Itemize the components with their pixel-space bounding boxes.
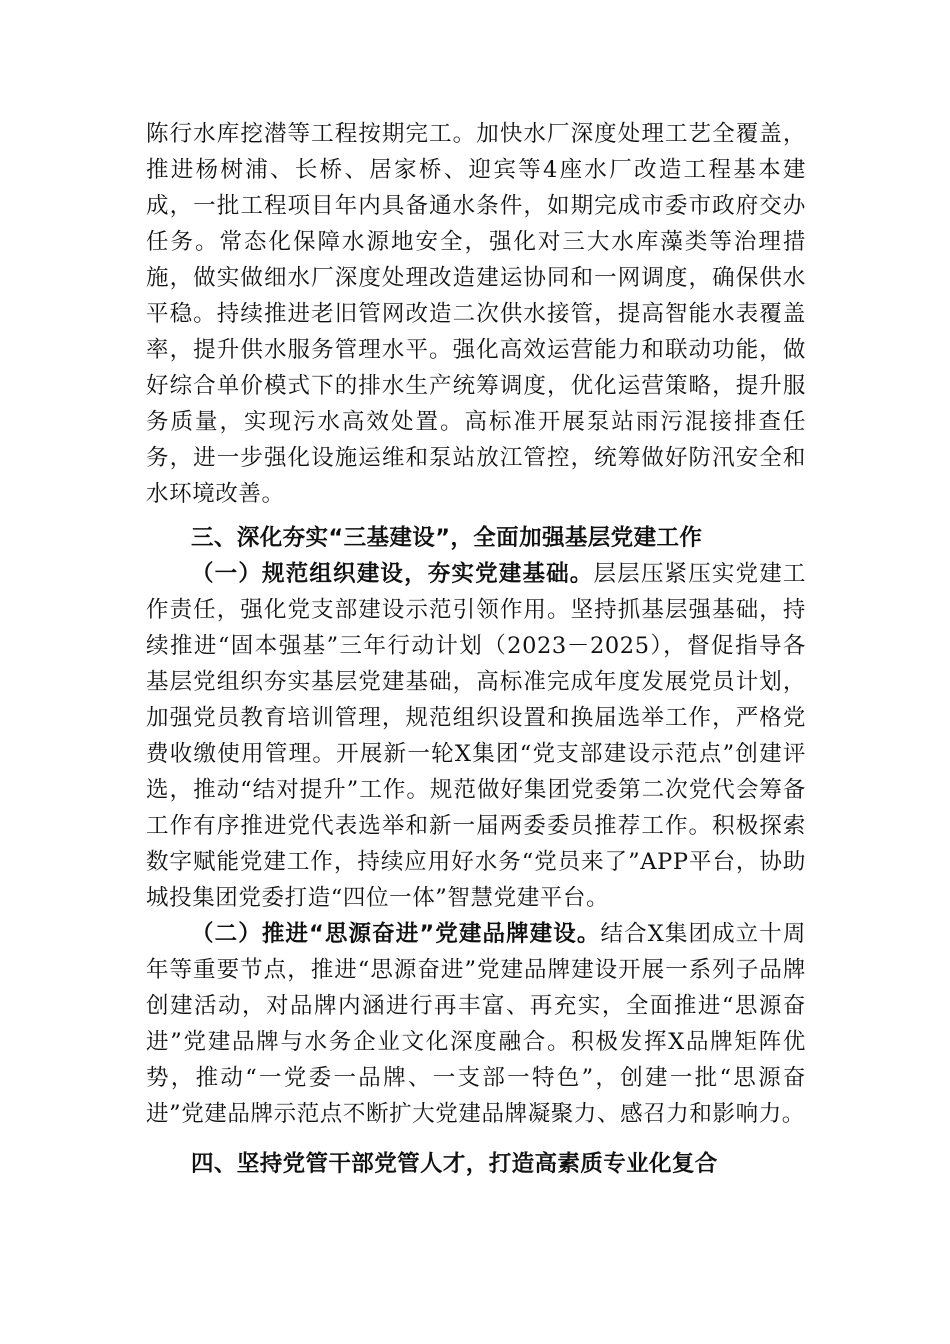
document-page: [146, 116, 806, 1182]
paragraph-party-brand: [146, 916, 806, 1132]
section-heading-three: 三、深化夯实“三基建设”，全面加强基层党建工作: [191, 525, 703, 551]
section-heading-four: 四、坚持党管干部党管人才，打造高素质专业化复合: [191, 1151, 718, 1177]
subsection-title-one: （一）规范组织建设，夯实党建基础。: [191, 561, 594, 587]
subsection-title-two: （二）推进“思源奋进”党建品牌建设。: [191, 921, 601, 947]
paragraph-water-engineering: 陈行水库挖潜等工程按期完工。加快水厂深度处理工艺全覆盖，推进杨树浦、长桥、居家桥、迎宾等4座水厂改造工程基本建成，一批工程项目年内具备通水条件，如期完成市委市政府交办任务。常态化保障水源地安全，强化对三大水库藻类等治理措施，做实做细水厂深度处理改造建运协同和一网调度，确保供水平稳。持续推进老旧管网改造二次供水接管，提高智能水表覆盖率，提升供水服务管理水平。强化高效运营能力和联动功能，做好综合单价模式下的排水生产统筹调度，优化运营策略，提升服务质量，实现污水高效处置。高标准开展泵站雨污混接排查任务，进一步强化设施运维和泵站放江管控，统筹做好防汛安全和水环境改善。: [146, 121, 806, 507]
paragraph-organization-building: [146, 556, 806, 916]
subsection-body-one: 层层压紧压实党建工作责任，强化党支部建设示范引领作用。坚持抓基层强基础，持续推进“固本强基”三年行动计划（2023－2025），督促指导各基层党组织夯实基层党建基础，高标准完成年度发展党员计划，加强党员教育培训管理，规范组织设置和换届选举工作，严格党费收缴使用管理。开展新一轮X集团“党支部建设示范点”创建评选，推动“结对提升”工作。规范做好集团党委第二次党代会筹备工作有序推进党代表选举和新一届两委委员推荐工作。积极探索数字赋能党建工作，持续应用好水务“党员来了”APP平台，协助城投集团党委打造“四位一体”智慧党建平台。: [146, 561, 807, 911]
subsection-body-two: 结合X集团成立十周年等重要节点，推进“思源奋进”党建品牌建设开展一系列子品牌创建活动，对品牌内涵进行再丰富、再充实，全面推进“思源奋进”党建品牌与水务企业文化深度融合。积极发挥X品牌矩阵优势，推动“一党委一品牌、一支部一特色”，创建一批“思源奋进”党建品牌示范点不断扩大党建品牌凝聚力、感召力和影响力。: [146, 921, 806, 1127]
